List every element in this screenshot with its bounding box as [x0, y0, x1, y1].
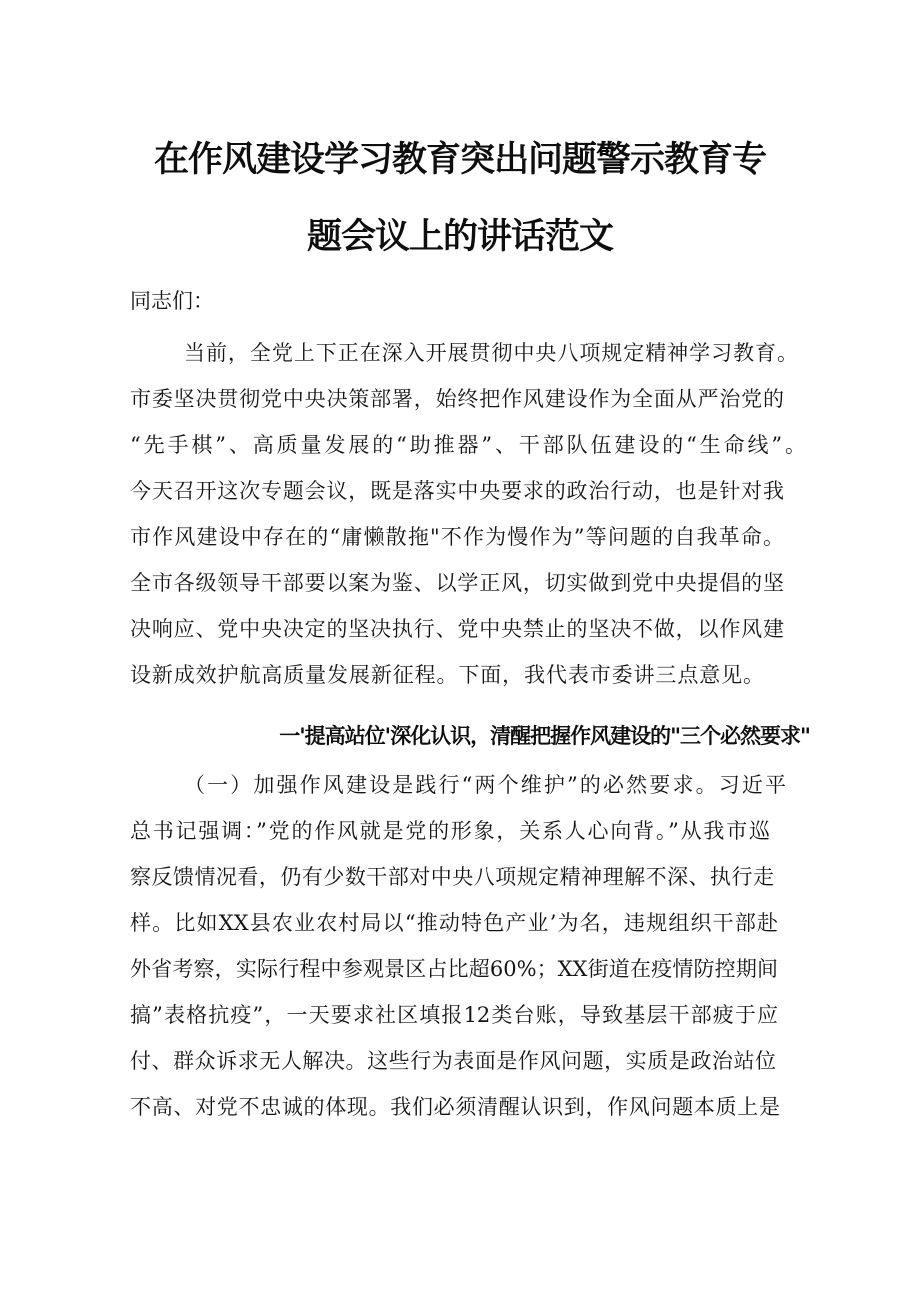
- intro-line-1: 当前，全党上下正在深入开展贯彻中央八项规定精神学习教育。: [184, 341, 798, 365]
- section-line-8: 不高、对党不忠诚的体现。我们必须清醒认识到，作风问题本质上是: [130, 1095, 780, 1119]
- section-heading: 一'提高站位'深化认识，清醒把握作风建设的"三个必然要求": [279, 724, 810, 748]
- intro-line-4: 今天召开这次专题会议，既是落实中央要求的政治行动，也是针对我: [130, 479, 784, 503]
- intro-line-3: “先手棋”、高质量发展的“助推器”、干部队伍建设的“生命线”。: [130, 433, 806, 457]
- section-line-2: 总书记强调：”党的作风就是党的形象，关系人心向背。”从我市巡: [130, 819, 770, 843]
- intro-line-7: 决响应、党中央决定的坚决执行、党中央禁止的坚决不做，以作风建: [130, 617, 784, 641]
- intro-line-8: 设新成效护航高质量发展新征程。下面，我代表市委讲三点意见。: [130, 663, 764, 687]
- document-title-line-2: 题会议上的讲话范文: [306, 217, 613, 257]
- section-line-1: （一）加强作风建设是践行“两个维护”的必然要求。习近平: [184, 773, 786, 797]
- intro-line-5: 市作风建设中存在的“庸懒散拖"不作为慢作为”等问题的自我革命。: [130, 525, 784, 549]
- section-line-4: 样。比如XX县农业农村局以“推动特色产业’为名，违规组织干部赴: [130, 911, 778, 935]
- salutation: 同志们：: [130, 289, 214, 313]
- intro-line-6: 全市各级领导干部要以案为鉴、以学正风，切实做到党中央提倡的坚: [130, 571, 784, 595]
- section-line-6: 搞”表格抗疫”，一天要求社区填报12类台账，导致基层干部疲于应: [130, 1003, 778, 1027]
- document-title-line-1: 在作风建设学习教育突出问题警示教育专: [153, 140, 766, 180]
- section-line-7: 付、群众诉求无人解决。这些行为表面是作风问题，实质是政治站位: [130, 1049, 776, 1073]
- section-line-3: 察反馈情况看，仍有少数干部对中央八项规定精神理解不深、执行走: [130, 865, 774, 889]
- section-line-5: 外省考察，实际行程中参观景区占比超60%；XX街道在疫情防控期间: [130, 957, 778, 981]
- intro-line-2: 市委坚决贯彻党中央决策部署，始终把作风建设作为全面从严治党的: [130, 387, 784, 411]
